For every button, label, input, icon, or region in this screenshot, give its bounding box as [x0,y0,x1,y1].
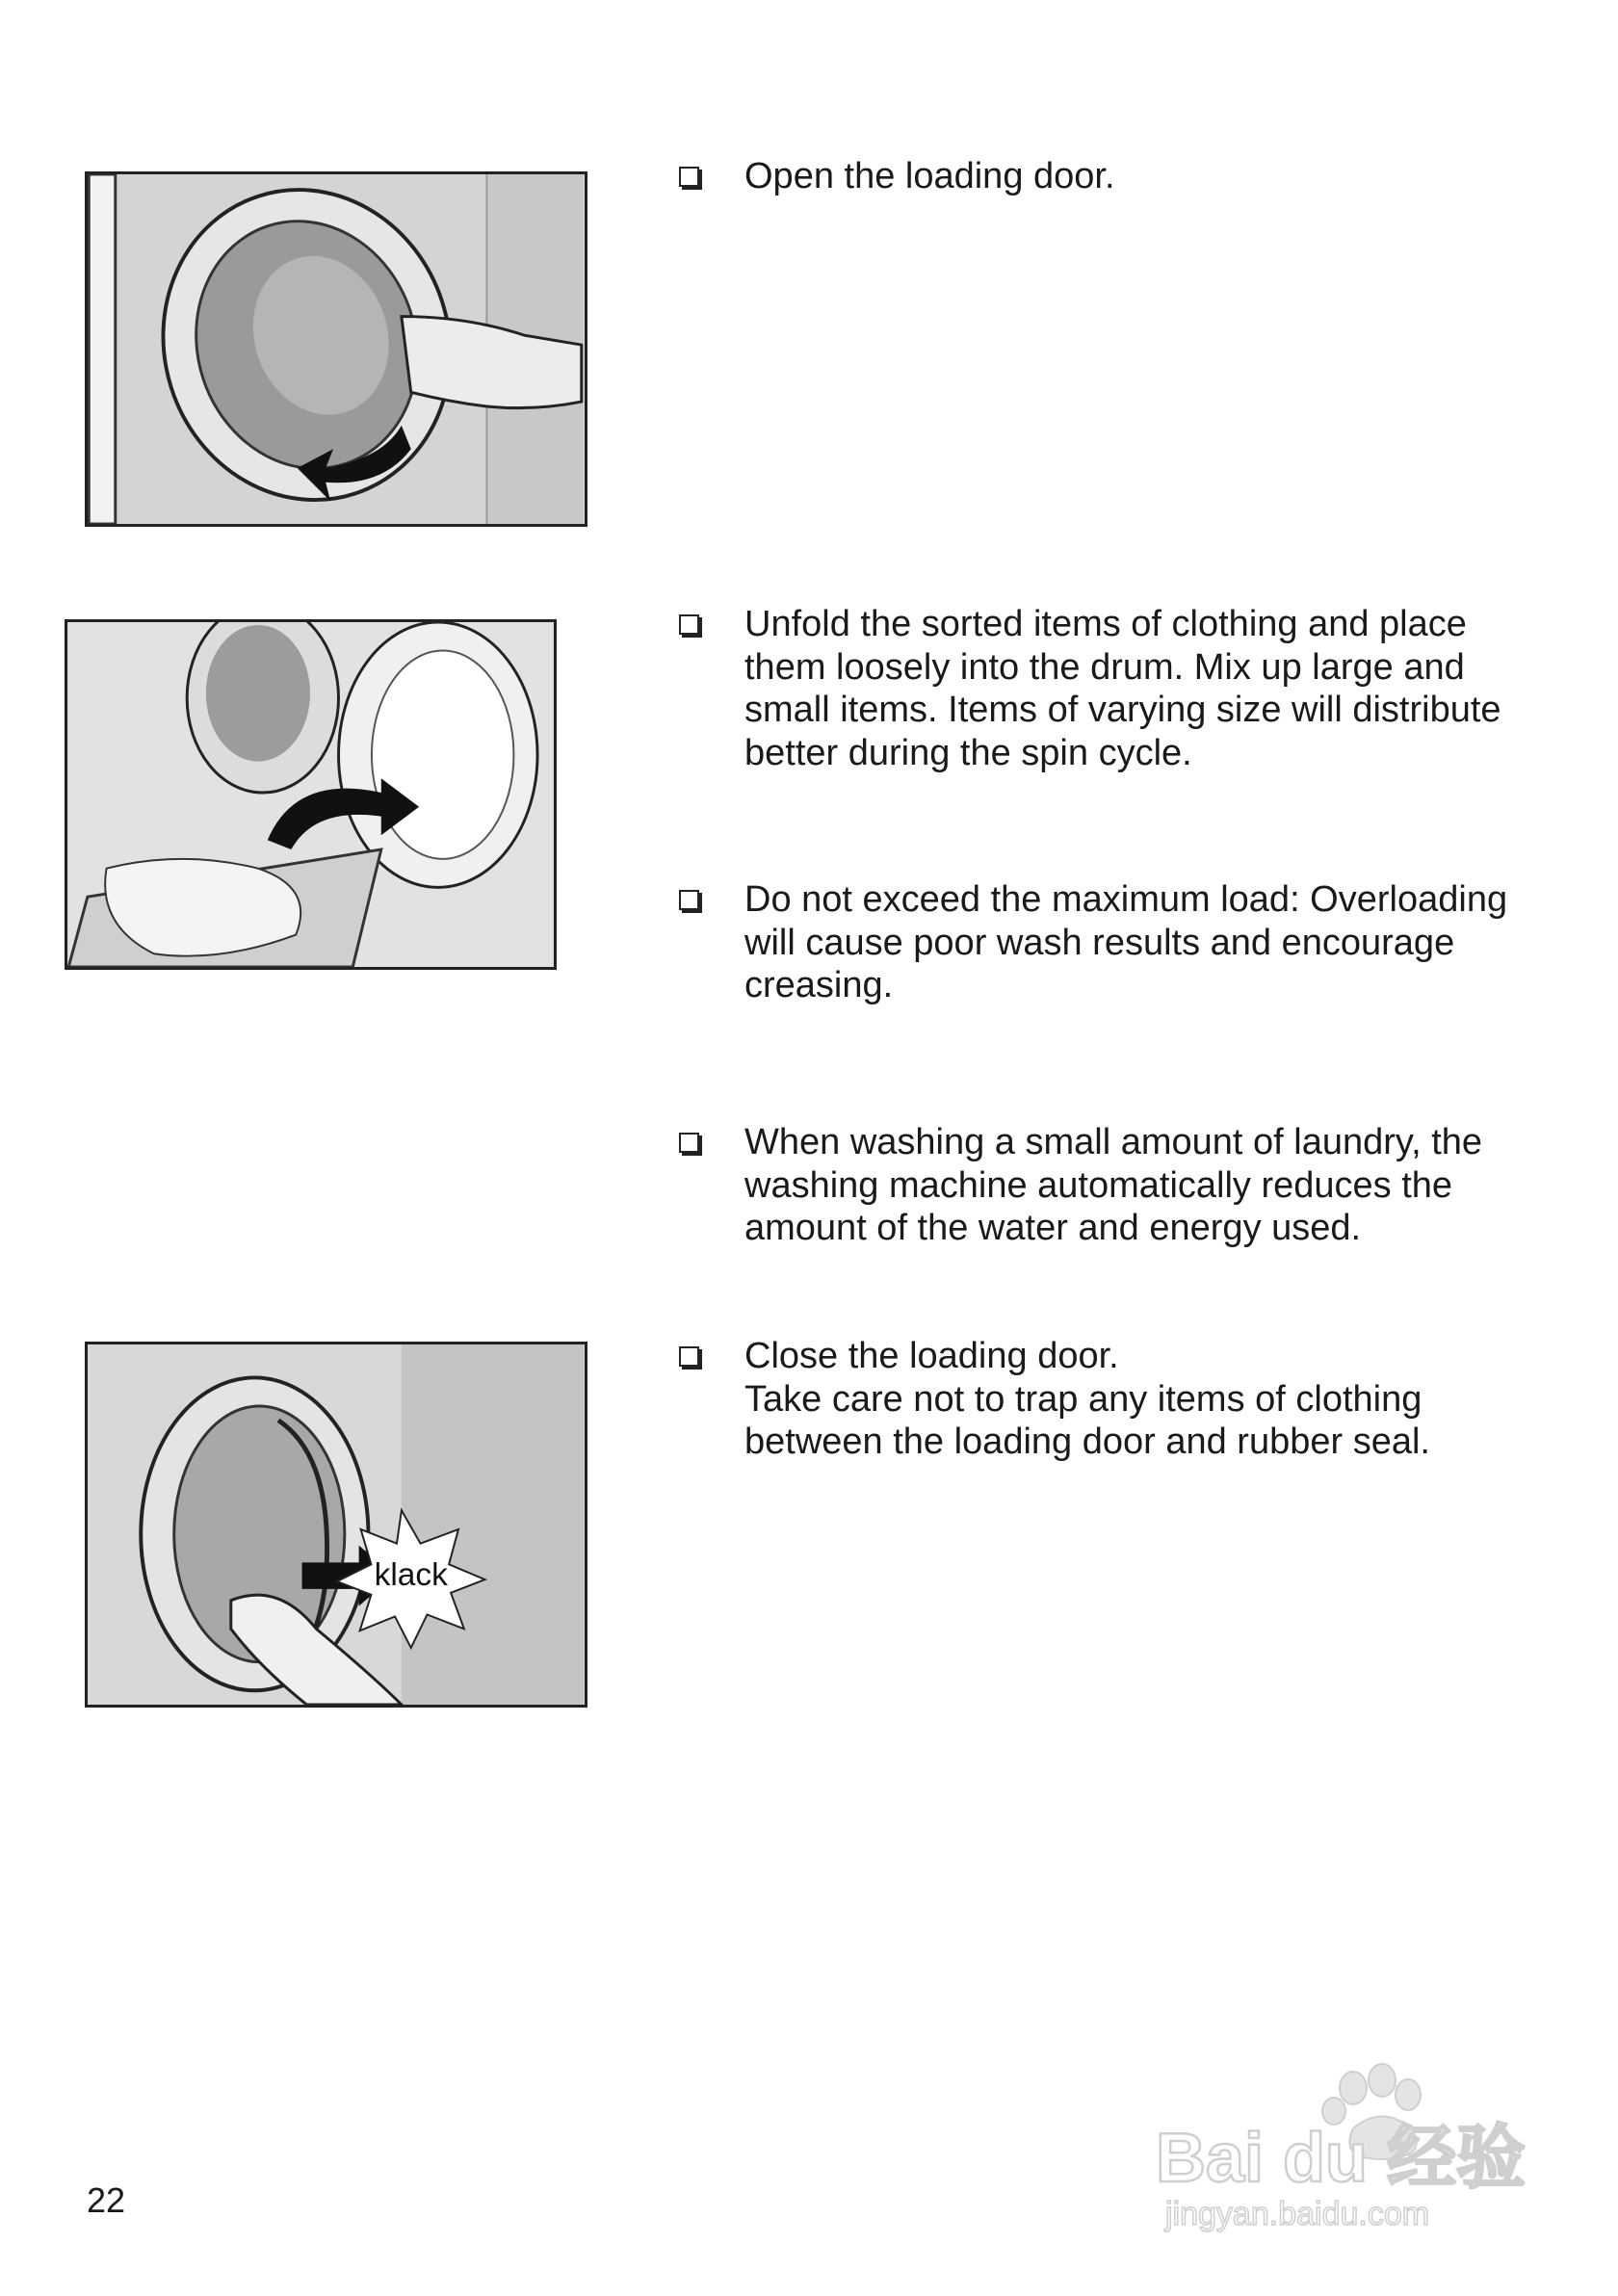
instruction-text: Close the loading door. Take care not to trap any items of clothing between the loading door and rubber seal. [744,1336,1430,1462]
instruction-item [679,1121,1575,1250]
instruction-item [679,1335,1575,1464]
baidu-brand-text: Bai du 经验 [1156,2120,1527,2197]
checkbox-icon [679,1346,699,1367]
checkbox-icon [679,167,699,187]
klack-label: klack [374,1556,448,1593]
close-door-illustration [88,1344,585,1705]
checkbox-icon [679,614,699,635]
figure-load-laundry [65,619,557,970]
instruction-text: When washing a small amount of laundry, the washing machine automatically reduces the amount of the water and energy used. [744,1122,1483,1248]
instruction-text: Do not exceed the maximum load: Overloading will cause poor wash results and encourage creasing. [744,879,1508,1005]
baidu-paw-logo-icon [1146,2051,1531,2234]
instruction-item [679,878,1575,1007]
checkbox-icon [679,1133,699,1153]
figure-close-door [85,1342,587,1708]
instruction-text: Open the loading door. [744,156,1115,196]
instruction-text: Unfold the sorted items of clothing and place them loosely into the drum. Mix up large and small items. Items of varying size will distribute better during the spin cycle. [744,604,1501,773]
page-number: 22 [87,2180,126,2220]
checkbox-icon [679,890,699,910]
instruction-item [679,603,1575,774]
load-laundry-illustration [67,622,554,967]
baidu-watermark [1146,2051,1531,2234]
baidu-url-text: jingyan.baidu.com [1165,2196,1430,2232]
open-door-illustration [88,174,585,524]
instruction-item [679,155,1575,198]
figure-open-door [85,171,587,527]
